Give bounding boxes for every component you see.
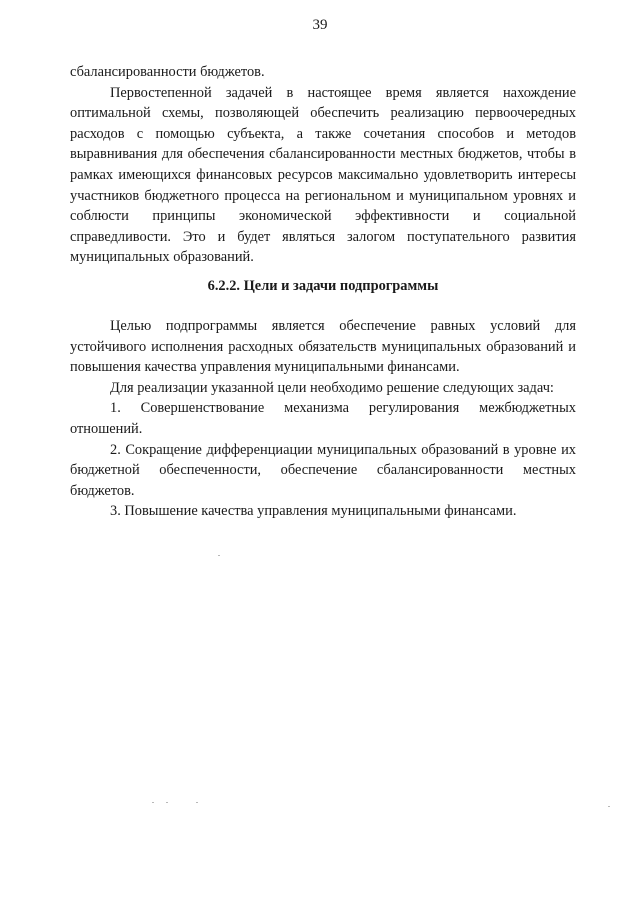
- continued-line: сбалансированности бюджетов.: [70, 64, 265, 80]
- goal-paragraph: Целью подпрограммы является обеспечение равных условий для устойчивого исполнения расходных обязательств муниципальных образований и повышения качества управления муниципальными финансами.: [70, 318, 576, 376]
- task-item: 3. Повышение качества управления муниципальными финансами.: [110, 503, 517, 520]
- task-item: 1. Совершенствование механизма регулирования межбюджетных отношений.: [70, 400, 576, 437]
- section-heading: 6.2.2. Цели и задачи подпрограммы: [207, 278, 439, 294]
- page-number: 39: [312, 17, 328, 33]
- scan-speck: [218, 555, 220, 556]
- tasks-intro-paragraph: Для реализации указанной цели необходимо решение следующих задач:: [110, 379, 554, 396]
- task-item: 2. Сокращение дифференциации муниципальных образований в уровне их бюджетной обеспеченности, обеспечение сбалансированности местных бюджетов.: [70, 441, 576, 499]
- scan-speck: [166, 802, 168, 803]
- scan-speck: [152, 802, 154, 803]
- intro-section: [70, 62, 576, 268]
- scan-speck: [608, 806, 610, 807]
- goals-section: [70, 316, 576, 522]
- scan-speck: [196, 802, 198, 803]
- budget-balance-paragraph: Первостепенной задачей в настоящее время является нахождение оптимальной схемы, позволяющей обеспечить реализацию первоочередных расходов с помощью субъекта, а также сочетания способов и методов выравнивания для обеспечения сбалансированности местных бюджетов, чтобы в рамках имеющихся финансовых ресурсов максимально удовлетворить интересы участников бюджетного процесса на региональном и муниципальном уровнях и соблюсти принципы экономической эффективности и социальной справедливости. Это и будет являться залогом поступательного развития муниципальных образований.: [70, 84, 576, 266]
